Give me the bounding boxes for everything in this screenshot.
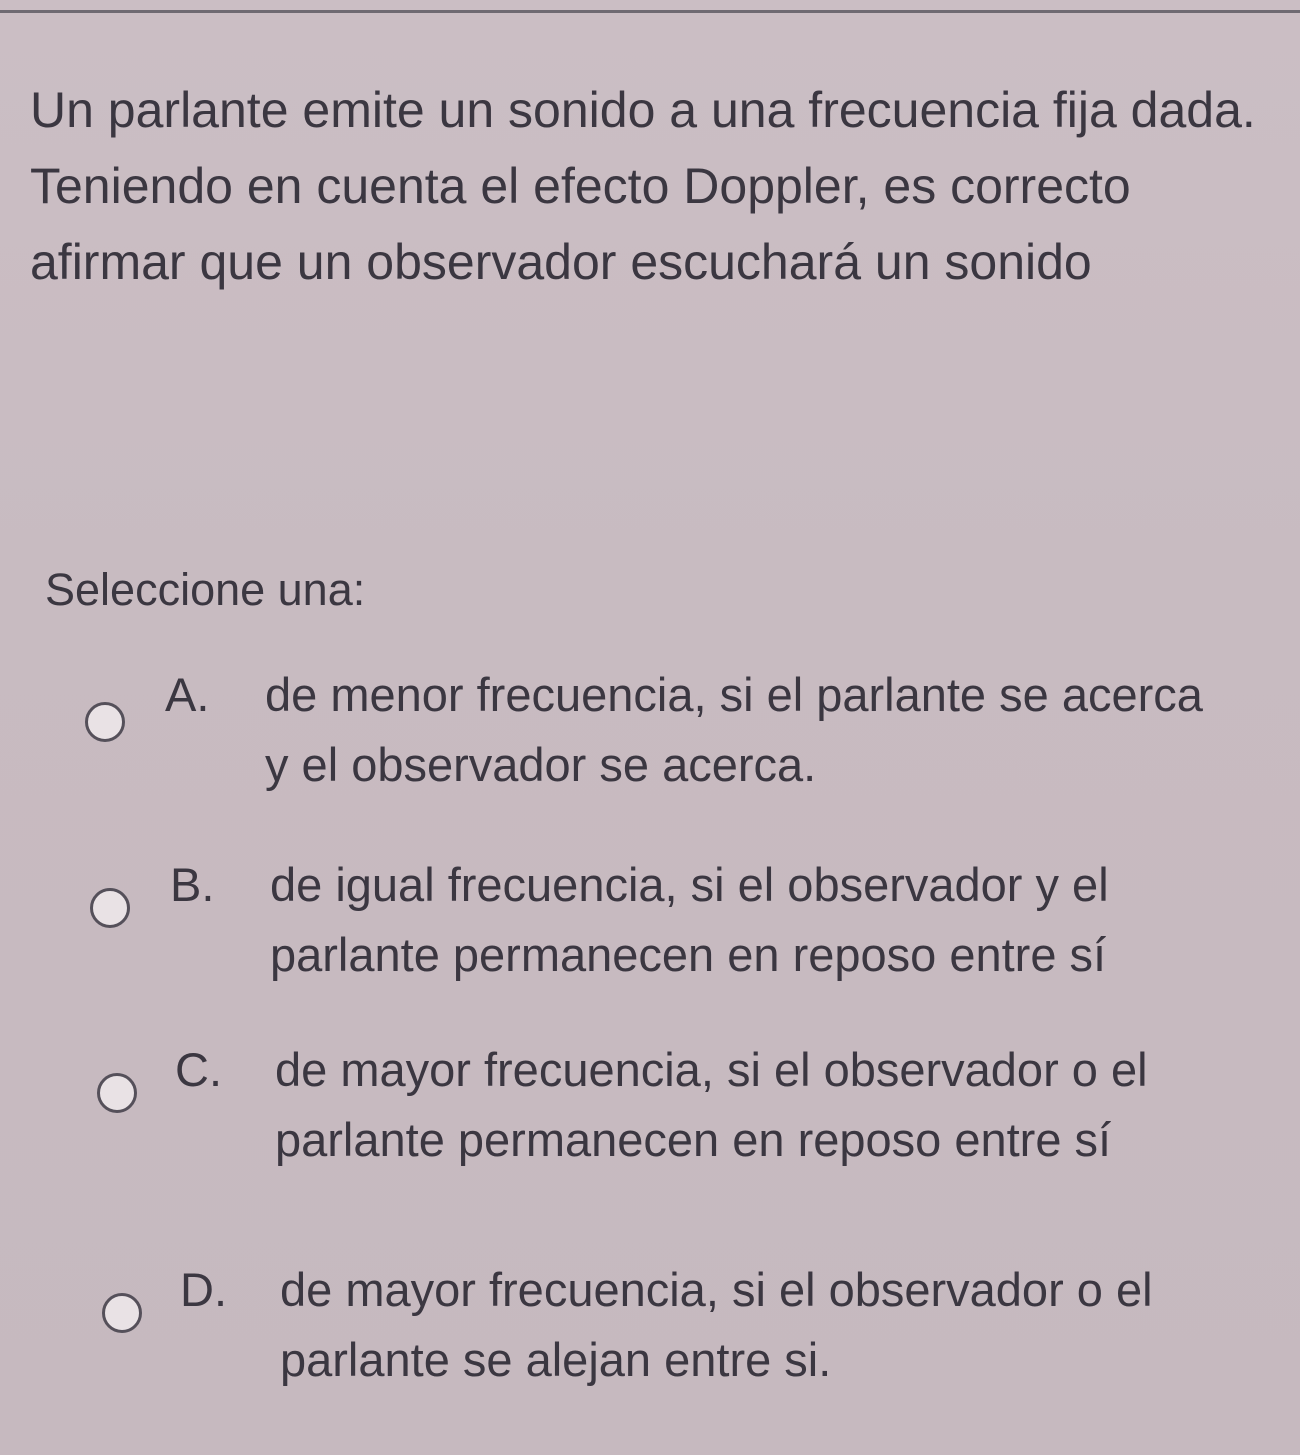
question-text: Un parlante emite un sonido a una frecuencia fija dada. Teniendo en cuenta el efecto Doppler, es correcto afirmar que un observador escuchará un sonido [30, 82, 1256, 290]
option-b[interactable] [0, 850, 1300, 1010]
option-c-text: de mayor frecuencia, si el observador o el parlante permanecen en reposo entre sí [275, 1043, 1148, 1166]
option-b-text: de igual frecuencia, si el observador y el parlante permanecen en reposo entre sí [270, 858, 1109, 981]
top-divider [0, 10, 1300, 13]
option-c-radio[interactable] [97, 1073, 137, 1113]
option-d-text: de mayor frecuencia, si el observador o el parlante se alejan entre si. [280, 1263, 1153, 1386]
option-b-letter: B. [170, 858, 215, 911]
option-d-letter: D. [180, 1263, 227, 1316]
option-c[interactable] [0, 1035, 1300, 1255]
option-a-text: de menor frecuencia, si el parlante se acerca y el observador se acerca. [265, 668, 1203, 791]
option-a-letter: A. [165, 668, 210, 721]
select-prompt: Seleccione una: [45, 564, 366, 615]
option-c-letter: C. [175, 1043, 222, 1096]
option-a[interactable] [0, 660, 1300, 820]
option-d-radio[interactable] [102, 1293, 142, 1333]
option-d[interactable] [0, 1255, 1300, 1415]
option-a-radio[interactable] [85, 702, 125, 742]
option-b-radio[interactable] [90, 888, 130, 928]
